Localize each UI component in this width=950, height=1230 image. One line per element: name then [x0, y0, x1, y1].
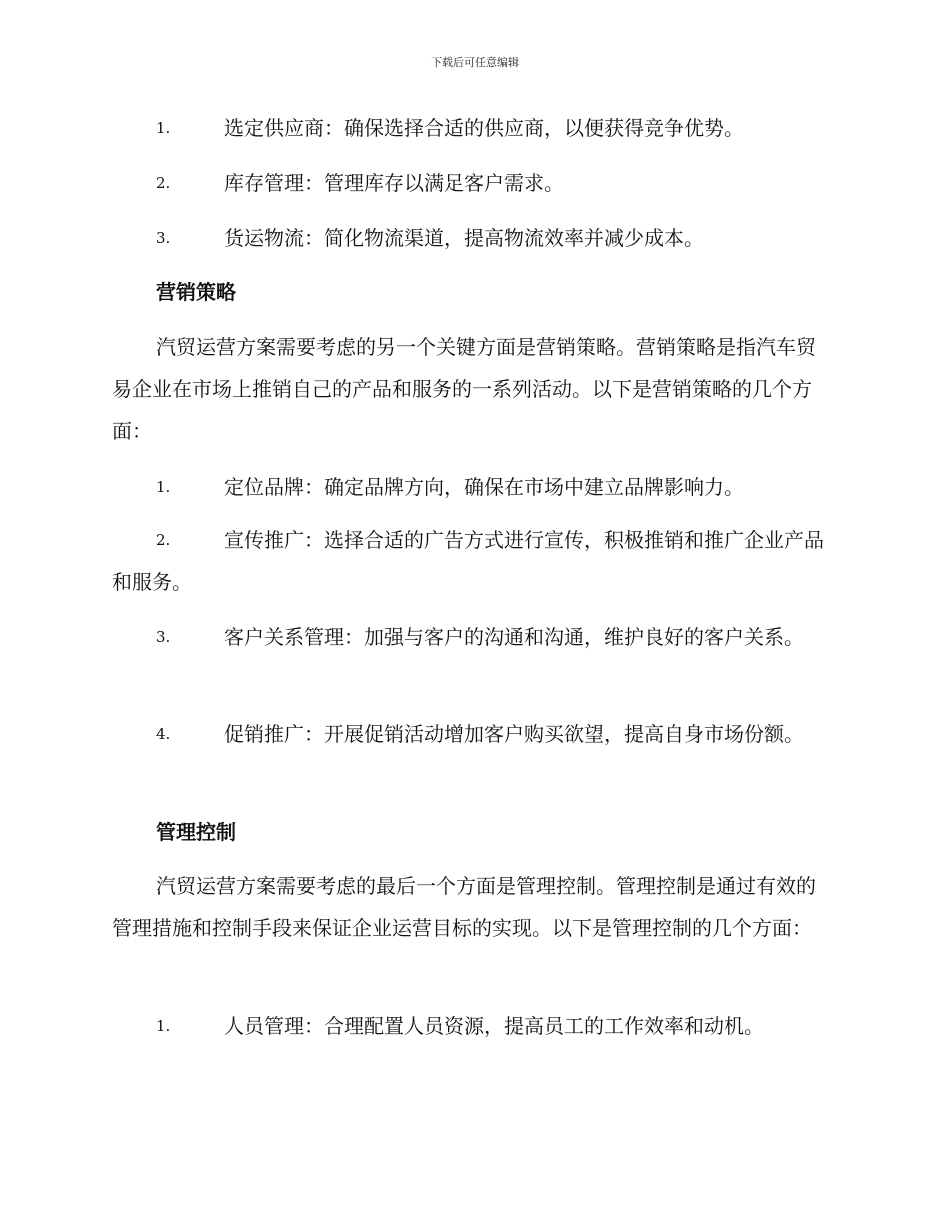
list-item	[112, 472, 834, 502]
section-heading-management: 管理控制	[156, 820, 236, 844]
list-number: 3.	[156, 229, 171, 247]
list-text: 定位品牌：确定品牌方向，确保在市场中建立品牌影响力。	[224, 475, 744, 499]
list-text: 库存管理：管理库存以满足客户需求。	[224, 171, 564, 195]
list-text: 客户关系管理：加强与客户的沟通和沟通，维护良好的客户关系。	[224, 625, 804, 649]
list-number: 1.	[156, 478, 171, 496]
list-item	[112, 168, 834, 198]
list-text: 人员管理：合理配置人员资源，提高员工的工作效率和动机。	[224, 1014, 764, 1038]
list-text: 选定供应商：确保选择合适的供应商，以便获得竞争优势。	[224, 116, 744, 140]
list-text: 宣传推广：选择合适的广告方式进行宣传，积极推销和推广企业产品和服务。	[112, 528, 824, 594]
list-number: 2.	[156, 531, 171, 549]
page-header: 下载后可任意编辑	[431, 56, 519, 69]
list-item	[112, 223, 834, 253]
list-number: 1.	[156, 1017, 171, 1035]
list-text: 促销推广：开展促销活动增加客户购买欲望，提高自身市场份额。	[224, 722, 804, 746]
list-item	[112, 519, 834, 603]
section-heading-marketing: 营销策略	[156, 280, 236, 304]
list-item	[112, 713, 834, 755]
list-number: 2.	[156, 174, 171, 192]
paragraph-management-intro: 汽贸运营方案需要考虑的最后一个方面是管理控制。管理控制是通过有效的管理措施和控制手段来保证企业运营目标的实现。以下是管理控制的几个方面：	[112, 874, 816, 940]
paragraph-marketing-intro: 汽贸运营方案需要考虑的另一个关键方面是营销策略。营销策略是指汽车贸易企业在市场上推销自己的产品和服务的一系列活动。以下是营销策略的几个方面：	[112, 335, 816, 443]
list-item	[112, 1011, 834, 1041]
list-text: 货运物流：简化物流渠道，提高物流效率并减少成本。	[224, 226, 704, 250]
list-number: 4.	[156, 725, 171, 743]
list-item	[112, 113, 834, 143]
list-number: 3.	[156, 628, 171, 646]
list-number: 1.	[156, 119, 171, 137]
list-item	[112, 616, 834, 658]
